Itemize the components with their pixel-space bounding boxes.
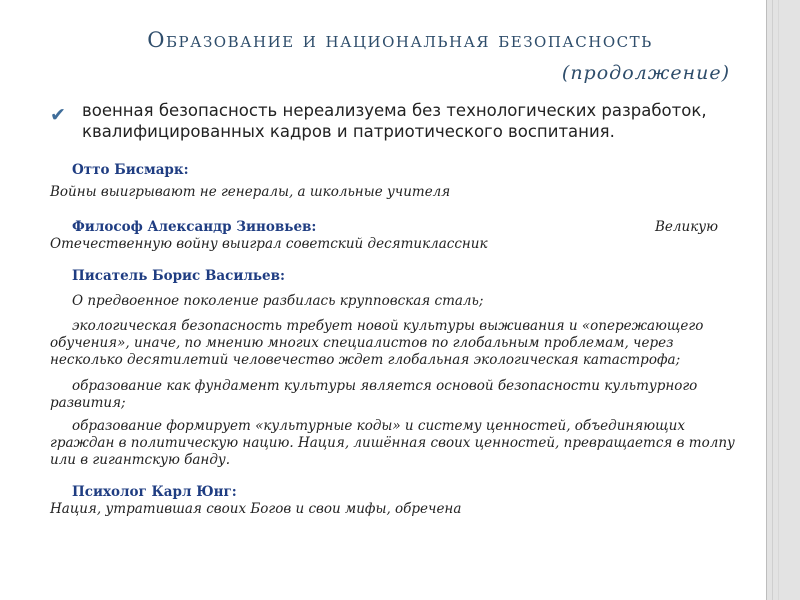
decorative-side-bar <box>766 0 800 600</box>
quote-bismarck: Войны выигрывают не генералы, а школьные учителя <box>50 184 451 200</box>
slide-subtitle: (продолжение) <box>561 62 730 84</box>
quote-vasiliev-1: О предвоенное поколение разбилась крупповская сталь; <box>72 293 484 309</box>
quote-zinoviev-word: Великую <box>655 219 718 235</box>
side-bar-line <box>772 0 773 600</box>
quote-vasiliev-2: экологическая безопасность требует новой культуры выживания и «опережающего обучения», иначе, по мнению многих специалистов по глобальным проблемам, через несколько десятилетий человечество ждет глобальная экологическая катастрофа; <box>50 318 704 368</box>
side-bar-line <box>778 0 779 600</box>
quote-zinoviev: Отечественную войну выиграл советский десятиклассник <box>50 236 488 252</box>
quote-jung: Нация, утратившая своих Богов и свои мифы, обречена <box>50 501 462 517</box>
author-bismarck: Отто Бисмарк: <box>72 162 189 178</box>
checkmark-icon: ✔ <box>50 104 66 126</box>
quote-vasiliev-4: образование формирует «культурные коды» и систему ценностей, объединяющих граждан в политическую нацию. Нация, лишённая своих ценностей, превращается в толпу или в гигантскую банду. <box>50 418 735 468</box>
author-vasiliev: Писатель Борис Васильев: <box>72 268 286 284</box>
side-bar-line <box>766 0 767 600</box>
author-jung: Психолог Карл Юнг: <box>72 484 237 500</box>
slide-title: Образование и национальная безопасность <box>147 28 653 52</box>
quote-vasiliev-3: образование как фундамент культуры является основой безопасности культурного развития; <box>50 378 698 411</box>
author-zinoviev: Философ Александр Зиновьев: <box>72 219 317 235</box>
bullet-text: военная безопасность нереализуема без технологических разработок, квалифицированных кадров и патриотического воспитания. <box>82 101 707 141</box>
